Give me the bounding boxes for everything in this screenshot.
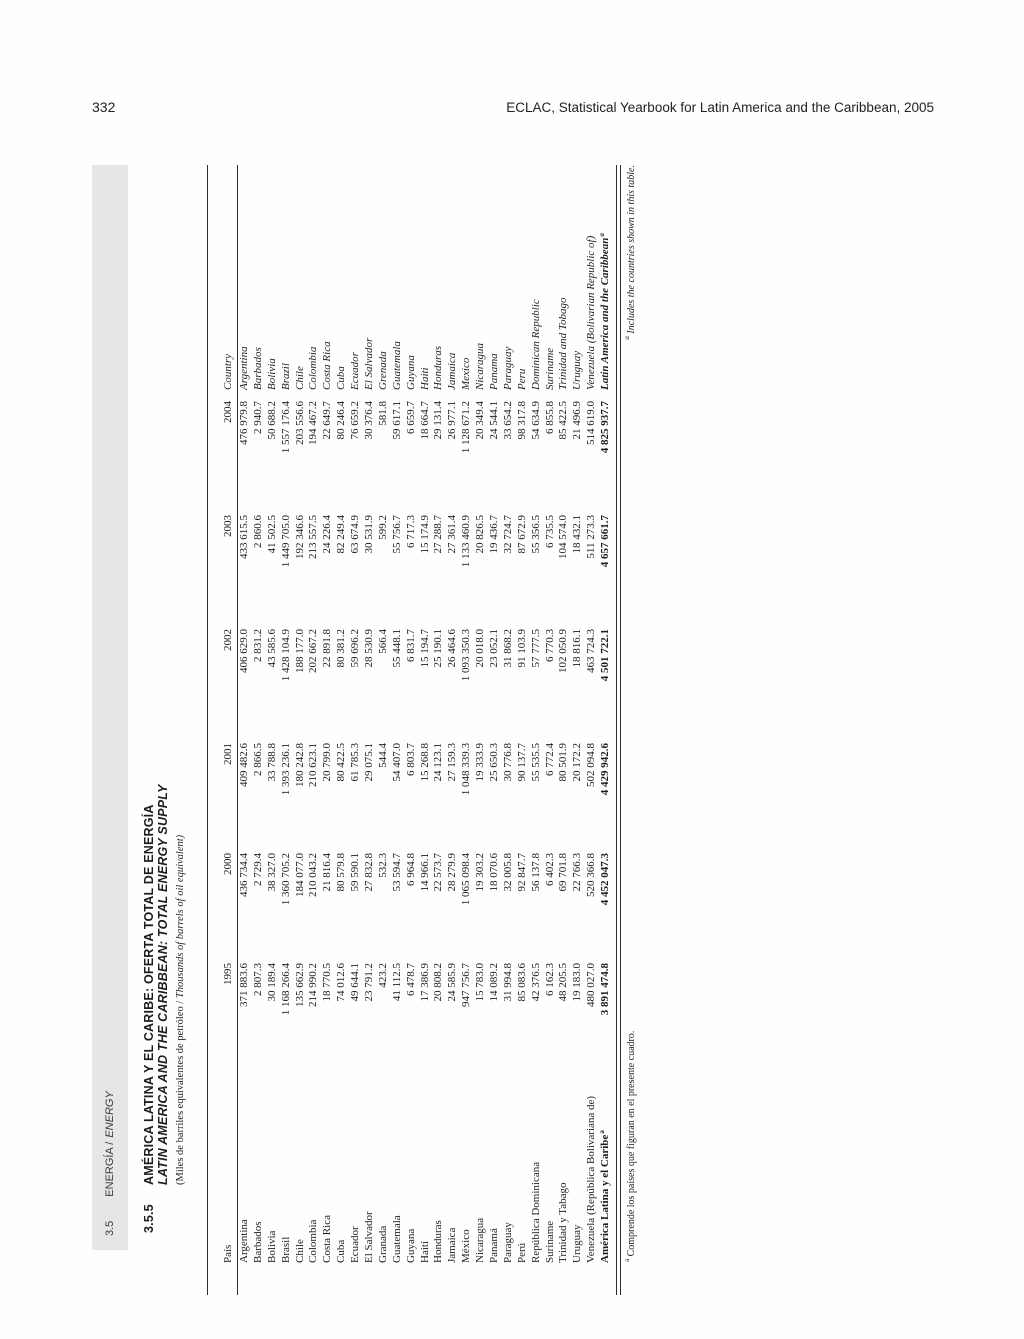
country-name-es: Cuba	[335, 1239, 348, 1263]
value-1995: 31 994.8	[501, 963, 514, 1002]
value-2004: 29 131.4	[432, 401, 445, 440]
value-2000: 22 573.7	[432, 853, 445, 892]
value-2002: 55 448.1	[390, 629, 403, 668]
table-row	[377, 165, 391, 1295]
value-1995: 2 807.3	[251, 963, 264, 996]
country-name-es: Bolivia	[265, 1230, 278, 1263]
value-2004: 21 496.9	[571, 401, 584, 440]
value-2004: 203 556.6	[293, 401, 306, 445]
page-number: 332	[92, 99, 116, 115]
table-row	[571, 165, 585, 1295]
value-2004: 514 619.0	[585, 401, 598, 445]
value-2004: 54 634.9	[529, 401, 542, 440]
country-name-en: Nicaragua	[474, 342, 487, 390]
value-1995: 30 189.4	[265, 963, 278, 1002]
country-name-es: Paraguay	[501, 1222, 514, 1263]
value-2000: 2 729.4	[251, 853, 264, 886]
value-2000: 27 832.8	[363, 853, 376, 892]
value-2004: 80 246.4	[335, 401, 348, 440]
value-2001: 6 772.4	[543, 743, 556, 776]
value-2001: 180 242.8	[293, 743, 306, 787]
value-2003: 20 826.5	[474, 515, 487, 554]
table-row	[419, 165, 433, 1295]
table-row	[335, 165, 349, 1295]
country-name-en: Uruguay	[571, 350, 584, 390]
table-title-en: LATIN AMERICA AND THE CARIBBEAN: TOTAL ENERGY SUPPLY	[156, 784, 170, 1185]
value-2004: 1 557 176.4	[279, 401, 292, 454]
footnote-es: $^a$ Comprende los países que figuran en el presente cuadro.	[623, 1030, 637, 1262]
value-2001: 61 785.3	[349, 743, 362, 782]
country-name-en: Guatemala	[390, 341, 403, 390]
country-name-es: Granada	[376, 1225, 389, 1263]
country-name-en: Haiti	[418, 367, 431, 390]
country-name-es: Nicaragua	[474, 1217, 487, 1263]
value-2000: 520 366.8	[585, 853, 598, 897]
table-row	[446, 165, 460, 1295]
table-header-row	[208, 165, 237, 1295]
value-2000: 19 303.2	[474, 853, 487, 892]
total-row	[599, 165, 613, 1295]
country-name-es: Trinidad y Tabago	[557, 1182, 570, 1263]
value-1995: 24 585.9	[446, 963, 459, 1002]
section-bar	[92, 165, 128, 1250]
value-2000: 14 966.1	[418, 853, 431, 892]
country-name-es: Guyana	[404, 1228, 417, 1263]
country-name-en: Barbados	[251, 347, 264, 390]
value-2000: 69 701.8	[557, 853, 570, 892]
value-2003: 87 672.9	[515, 515, 528, 554]
table-row	[557, 165, 571, 1295]
table-row	[474, 165, 488, 1295]
country-name-en: Brazil	[279, 363, 292, 390]
country-name-es: México	[460, 1229, 473, 1263]
value-2000: 1 065 098.4	[460, 853, 473, 906]
landscape-content	[85, 155, 665, 1305]
value-1995: 214 990.2	[307, 963, 320, 1007]
value-2002: 43 585.6	[265, 629, 278, 668]
country-name-en: Costa Rica	[321, 341, 334, 390]
value-2002: 20 018.0	[474, 629, 487, 668]
value-2001: 409 482.6	[238, 743, 250, 787]
value-1995: 947 756.7	[460, 963, 473, 1007]
value-2003: 511 273.3	[585, 515, 598, 559]
table-row	[516, 165, 530, 1295]
value-2000: 436 734.4	[238, 853, 250, 897]
value-2001: 20 799.0	[321, 743, 334, 782]
value-2000: 6 402.3	[543, 853, 556, 886]
value-2001: 20 172.2	[571, 743, 584, 782]
value-1995: 371 883.6	[238, 963, 250, 1007]
section-number: 3.5	[104, 1220, 116, 1236]
value-2002: 31 868.2	[501, 629, 514, 668]
value-2000: 92 847.7	[515, 853, 528, 892]
country-name-es: Suriname	[543, 1220, 556, 1263]
value-2004: 30 376.4	[363, 401, 376, 440]
value-2000: 21 816.4	[321, 853, 334, 892]
table-row	[502, 165, 516, 1295]
value-2000: 38 327.0	[265, 853, 278, 892]
value-2001: 15 268.8	[418, 743, 431, 782]
country-name-es: Costa Rica	[321, 1215, 334, 1263]
value-2000: 532.3	[376, 853, 389, 878]
value-1995: 14 089.2	[488, 963, 501, 1002]
country-name-es: Argentina	[238, 1219, 250, 1263]
value-2004: 6 855.8	[543, 401, 556, 434]
country-name-es: Ecuador	[349, 1226, 362, 1263]
country-name-es: Perú	[515, 1242, 528, 1263]
value-2002: 4 501 722.1	[599, 629, 612, 682]
value-2001: 4 429 942.6	[599, 743, 612, 796]
value-2000: 6 964.8	[404, 853, 417, 886]
col-header-2000: 2000	[222, 853, 234, 875]
value-1995: 48 205.5	[557, 963, 570, 1002]
value-2004: 22 649.7	[321, 401, 334, 440]
value-1995: 42 376.5	[529, 963, 542, 1002]
value-1995: 49 644.1	[349, 963, 362, 1002]
value-2000: 32 005.8	[501, 853, 514, 892]
footnote-marker: a	[597, 1130, 606, 1134]
running-header: ECLAC, Statistical Yearbook for Latin America and the Caribbean, 2005	[506, 100, 934, 115]
value-2003: 6 735.5	[543, 515, 556, 548]
value-2002: 22 891.8	[321, 629, 334, 668]
table-title-block	[142, 784, 186, 1233]
value-1995: 18 770.5	[321, 963, 334, 1002]
value-2003: 55 356.5	[529, 515, 542, 554]
value-2001: 30 776.8	[501, 743, 514, 782]
country-name-en: Chile	[293, 366, 306, 390]
value-1995: 41 112.5	[390, 963, 403, 1002]
table-subtitle	[175, 784, 186, 1185]
value-1995: 6 162.3	[543, 963, 556, 996]
value-1995: 3 891 474.8	[599, 963, 612, 1016]
value-2004: 194 467.2	[307, 401, 320, 445]
value-1995: 17 386.9	[418, 963, 431, 1002]
value-2004: 24 544.1	[488, 401, 501, 440]
country-name-es: Barbados	[251, 1221, 264, 1263]
country-name-es: Brasil	[279, 1236, 292, 1263]
value-2002: 57 777.5	[529, 629, 542, 668]
value-2003: 1 449 705.0	[279, 515, 292, 568]
value-2001: 25 650.3	[488, 743, 501, 782]
value-2001: 80 422.5	[335, 743, 348, 782]
country-name-es: Chile	[293, 1239, 306, 1263]
value-2004: 18 664.7	[418, 401, 431, 440]
value-2002: 80 381.2	[335, 629, 348, 668]
value-2002: 23 052.1	[488, 629, 501, 668]
country-name-en: Argentina	[238, 346, 250, 390]
value-2004: 98 317.8	[515, 401, 528, 440]
country-name-en: Ecuador	[349, 352, 362, 390]
col-header-2001: 2001	[222, 743, 234, 765]
value-2004: 2 940.7	[251, 401, 264, 434]
value-2003: 6 717.3	[404, 515, 417, 548]
value-2003: 41 502.5	[265, 515, 278, 554]
section-title-en: ENERGY	[104, 1091, 116, 1138]
country-name-en: El Salvador	[363, 337, 376, 390]
value-2001: 1 048 339.3	[460, 743, 473, 796]
table-row	[349, 165, 363, 1295]
value-1995: 23 791.2	[363, 963, 376, 1002]
table-row	[432, 165, 446, 1295]
value-2002: 18 816.1	[571, 629, 584, 668]
value-2002: 406 629.0	[238, 629, 250, 673]
table-row	[585, 165, 599, 1295]
value-2003: 32 724.7	[501, 515, 514, 554]
value-1995: 6 478.7	[404, 963, 417, 996]
table-row	[391, 165, 405, 1295]
value-2004: 85 422.5	[557, 401, 570, 440]
value-2001: 1 393 236.1	[279, 743, 292, 796]
table-row	[321, 165, 335, 1295]
country-name-en: Dominican Republic	[529, 299, 542, 390]
value-2001: 80 501.9	[557, 743, 570, 782]
value-2001: 27 159.3	[446, 743, 459, 782]
country-name-es: República Dominicana	[529, 1161, 542, 1263]
value-2003: 18 432.1	[571, 515, 584, 554]
table-row	[266, 165, 280, 1295]
value-2002: 463 724.3	[585, 629, 598, 673]
value-2003: 55 756.7	[390, 515, 403, 554]
value-2001: 544.4	[376, 743, 389, 768]
value-2002: 2 831.2	[251, 629, 264, 662]
table-row	[307, 165, 321, 1295]
country-name-en: Colombia	[307, 346, 320, 390]
value-2000: 59 590.1	[349, 853, 362, 892]
value-2004: 6 659.7	[404, 401, 417, 434]
value-2001: 33 788.8	[265, 743, 278, 782]
country-name-en: Venezuela (Bolivarian Republic of)	[585, 235, 598, 390]
country-name-en: Cuba	[335, 366, 348, 390]
table-row	[405, 165, 419, 1295]
value-2002: 25 190.1	[432, 629, 445, 668]
table-row	[363, 165, 377, 1295]
country-name-en: Paraguay	[501, 346, 514, 390]
value-2002: 59 696.2	[349, 629, 362, 668]
table-body	[238, 165, 613, 1295]
table-title-es: AMÉRICA LATINA Y EL CARIBE: OFERTA TOTAL DE ENERGÍA	[142, 804, 156, 1185]
value-2001: 19 333.9	[474, 743, 487, 782]
country-name-es: Guatemala	[390, 1215, 403, 1263]
value-2003: 2 860.6	[251, 515, 264, 548]
value-2004: 50 688.2	[265, 401, 278, 440]
value-2000: 210 043.2	[307, 853, 320, 897]
value-2004: 1 128 671.2	[460, 401, 473, 454]
country-name-en: Bolivia	[265, 358, 278, 390]
value-2002: 28 530.9	[363, 629, 376, 668]
value-2003: 104 574.0	[557, 515, 570, 559]
value-1995: 1 168 266.4	[279, 963, 292, 1016]
value-2003: 192 346.6	[293, 515, 306, 559]
table-subtitle-es: (Miles de barriles equivalentes de petróleo /	[175, 1000, 186, 1185]
data-table	[207, 165, 637, 1295]
value-2004: 20 349.4	[474, 401, 487, 440]
value-2002: 6 831.7	[404, 629, 417, 662]
col-header-2004: 2004	[222, 401, 234, 423]
table-row	[530, 165, 544, 1295]
value-2002: 91 103.9	[515, 629, 528, 668]
value-1995: 19 183.0	[571, 963, 584, 1002]
value-2000: 18 070.6	[488, 853, 501, 892]
rotated-content-area	[85, 155, 665, 1305]
country-name-es: El Salvador	[363, 1211, 376, 1263]
country-name-es: Uruguay	[571, 1224, 584, 1263]
value-2000: 22 766.3	[571, 853, 584, 892]
value-2004: 76 659.2	[349, 401, 362, 440]
table-row	[280, 165, 294, 1295]
country-name-en: Panama	[488, 353, 501, 390]
table-row	[544, 165, 558, 1295]
value-2001: 2 866.5	[251, 743, 264, 776]
value-1995: 135 662.9	[293, 963, 306, 1007]
value-2003: 30 531.9	[363, 515, 376, 554]
table-bottom-double-rule	[616, 165, 621, 1295]
value-2000: 184 077.0	[293, 853, 306, 897]
value-2003: 63 674.9	[349, 515, 362, 554]
value-2001: 210 623.1	[307, 743, 320, 787]
table-row	[488, 165, 502, 1295]
value-1995: 85 083.6	[515, 963, 528, 1002]
value-2002: 566.4	[376, 629, 389, 654]
value-2003: 1 133 460.9	[460, 515, 473, 568]
value-2003: 433 615.5	[238, 515, 250, 559]
col-header-pais: País	[222, 1244, 234, 1263]
value-2003: 599.2	[376, 515, 389, 540]
value-1995: 74 012.6	[335, 963, 348, 1002]
col-header-1995: 1995	[222, 963, 234, 985]
value-2002: 202 667.2	[307, 629, 320, 673]
value-2001: 29 075.1	[363, 743, 376, 782]
value-2000: 53 594.7	[390, 853, 403, 892]
value-2004: 4 825 937.7	[599, 401, 612, 454]
value-2003: 82 249.4	[335, 515, 348, 554]
col-header-2003: 2003	[222, 515, 234, 537]
country-name-es: Jamaica	[446, 1227, 459, 1263]
country-name-en: Mexico	[460, 357, 473, 390]
value-1995: 15 783.0	[474, 963, 487, 1002]
value-2001: 24 123.1	[432, 743, 445, 782]
country-name-es: Honduras	[432, 1220, 445, 1263]
value-2002: 188 177.0	[293, 629, 306, 673]
value-2004: 59 617.1	[390, 401, 403, 440]
footnote-marker: a	[597, 233, 606, 237]
country-name-en: Grenada	[376, 351, 389, 390]
value-2002: 102 050.9	[557, 629, 570, 673]
country-name-en: Latin America and the Caribbean$^a$	[597, 233, 612, 390]
value-2000: 28 279.9	[446, 853, 459, 892]
country-name-es: Panamá	[488, 1228, 501, 1263]
value-2002: 26 464.6	[446, 629, 459, 668]
value-1995: 480 027.0	[585, 963, 598, 1007]
value-2000: 1 360 705.2	[279, 853, 292, 906]
value-2001: 502 094.8	[585, 743, 598, 787]
section-title-es: ENERGÍA /	[104, 1141, 116, 1197]
value-2004: 581.8	[376, 401, 389, 426]
value-2001: 55 535.5	[529, 743, 542, 782]
value-2003: 4 657 661.7	[599, 515, 612, 568]
value-2002: 6 770.3	[543, 629, 556, 662]
country-name-es: Venezuela (República Bolivariana de)	[585, 1095, 598, 1263]
table-row	[252, 165, 266, 1295]
table-number: 3.5.5	[142, 1204, 156, 1233]
value-2003: 19 436.7	[488, 515, 501, 554]
country-name-en: Peru	[515, 368, 528, 390]
country-name-es: Colombia	[307, 1219, 320, 1263]
footnotes	[623, 165, 637, 1295]
value-2003: 27 361.4	[446, 515, 459, 554]
value-2002: 1 093 350.3	[460, 629, 473, 682]
value-2001: 54 407.0	[390, 743, 403, 782]
value-2003: 213 557.5	[307, 515, 320, 559]
value-2003: 24 226.4	[321, 515, 334, 554]
country-name-en: Guyana	[404, 355, 417, 390]
value-2002: 1 428 104.9	[279, 629, 292, 682]
country-name-en: Jamaica	[446, 352, 459, 390]
footnote-en: $^a$ Includes the countries shown in this table.	[623, 165, 637, 340]
country-name-en: Honduras	[432, 345, 445, 390]
value-2004: 26 977.1	[446, 401, 459, 440]
value-2001: 6 803.7	[404, 743, 417, 776]
table-row	[294, 165, 308, 1295]
value-2000: 56 137.8	[529, 853, 542, 892]
value-2000: 80 579.8	[335, 853, 348, 892]
table-row	[238, 165, 252, 1295]
table-row	[460, 165, 474, 1295]
country-name-en: Suriname	[543, 347, 556, 390]
country-name-es: América Latina y el Caribe$^a$	[597, 1130, 612, 1263]
value-2000: 4 452 047.3	[599, 853, 612, 906]
country-name-es: Haití	[418, 1241, 431, 1263]
value-2003: 15 174.9	[418, 515, 431, 554]
value-2003: 27 288.7	[432, 515, 445, 554]
col-header-country: Country	[222, 353, 234, 390]
table-subtitle-en: Thousands of barrels of oil equivalent)	[175, 834, 186, 999]
value-1995: 423.2	[376, 963, 389, 988]
value-2001: 90 137.7	[515, 743, 528, 782]
value-2004: 33 654.2	[501, 401, 514, 440]
value-1995: 20 808.2	[432, 963, 445, 1002]
value-2002: 15 194.7	[418, 629, 431, 668]
col-header-2002: 2002	[222, 629, 234, 651]
country-name-en: Trinidad and Tobago	[557, 297, 570, 390]
value-2004: 476 979.8	[238, 401, 250, 445]
